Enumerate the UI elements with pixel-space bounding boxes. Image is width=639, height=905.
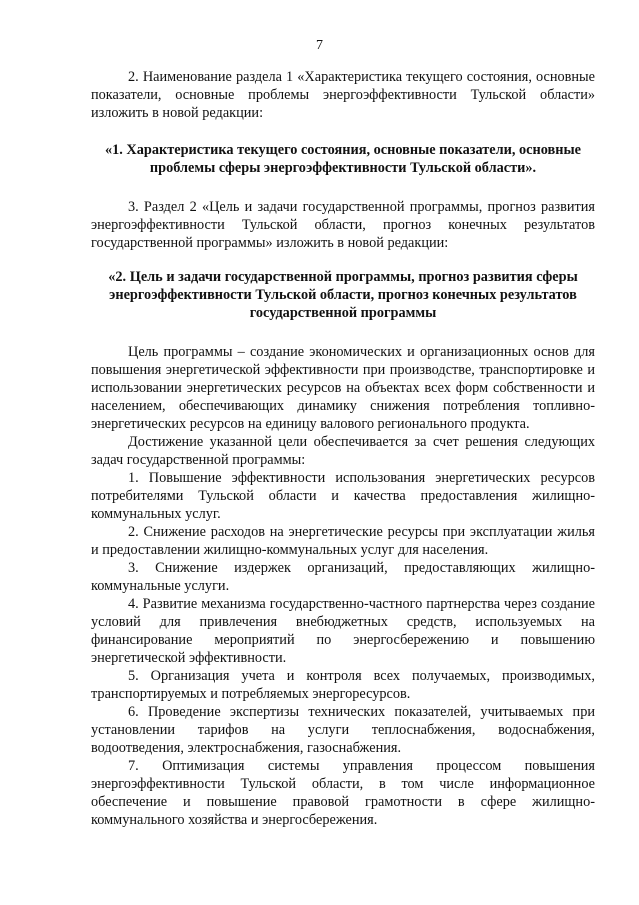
page-number: 7	[316, 38, 323, 53]
task-item: 3. Снижение издержек организаций, предоставляющих жилищно-коммунальные услуги.	[91, 560, 595, 594]
task-item: 2. Снижение расходов на энергетические ресурсы при эксплуатации жилья и предоставлении жилищно-коммунальных услуг для населения.	[91, 524, 595, 558]
paragraph-section1-rename: 2. Наименование раздела 1 «Характеристика текущего состояния, основные показатели, основные проблемы энергоэффективности Тульской области» изложить в новой редакции:	[91, 69, 595, 121]
heading-section2: «2. Цель и задачи государственной программы, прогноз развития сферы энергоэффективности Тульской области, прогноз конечных результатов государственной программы	[108, 269, 578, 321]
paragraph-tasks-intro: Достижение указанной цели обеспечивается за счет решения следующих задач государственной программы:	[91, 434, 595, 468]
task-item: 4. Развитие механизма государственно-частного партнерства через создание условий для привлечения внебюджетных средств, используемых на финансирование мероприятий по энергосбережению и повышению энергетической эффективности.	[91, 596, 595, 666]
document-body	[91, 68, 595, 829]
task-item: 7. Оптимизация системы управления процессом повышения энергоэффективности Тульской области, в том числе информационное обеспечение и повышение правовой грамотности в сфере жилищно-коммунального хозяйства и энергосбережения.	[91, 758, 595, 828]
paragraph-section2-rename: 3. Раздел 2 «Цель и задачи государственной программы, прогноз развития энергоэффективности Тульской области, прогноз конечных результатов государственной программы» изложить в новой редакции:	[91, 199, 595, 251]
paragraph-program-goal: Цель программы – создание экономических и организационных основ для повышения энергетической эффективности при производстве, транспортировке и использовании энергетических ресурсов на объектах всех форм собственности и населением, обеспечивающих динамику снижения потребления топливно-энергетических ресурсов на единицу валового регионального продукта.	[91, 344, 595, 432]
heading-section1: «1. Характеристика текущего состояния, основные показатели, основные проблемы сферы энергоэффективности Тульской области».	[104, 142, 582, 176]
task-item: 1. Повышение эффективности использования энергетических ресурсов потребителями Тульской области и качества предоставления жилищно-коммунальных услуг.	[91, 470, 595, 522]
task-item: 6. Проведение экспертизы технических показателей, учитываемых при установлении тарифов на услуги теплоснабжения, водоснабжения, водоотведения, электроснабжения, газоснабжения.	[91, 704, 595, 756]
task-item: 5. Организация учета и контроля всех получаемых, производимых, транспортируемых и потребляемых энергоресурсов.	[91, 668, 595, 702]
